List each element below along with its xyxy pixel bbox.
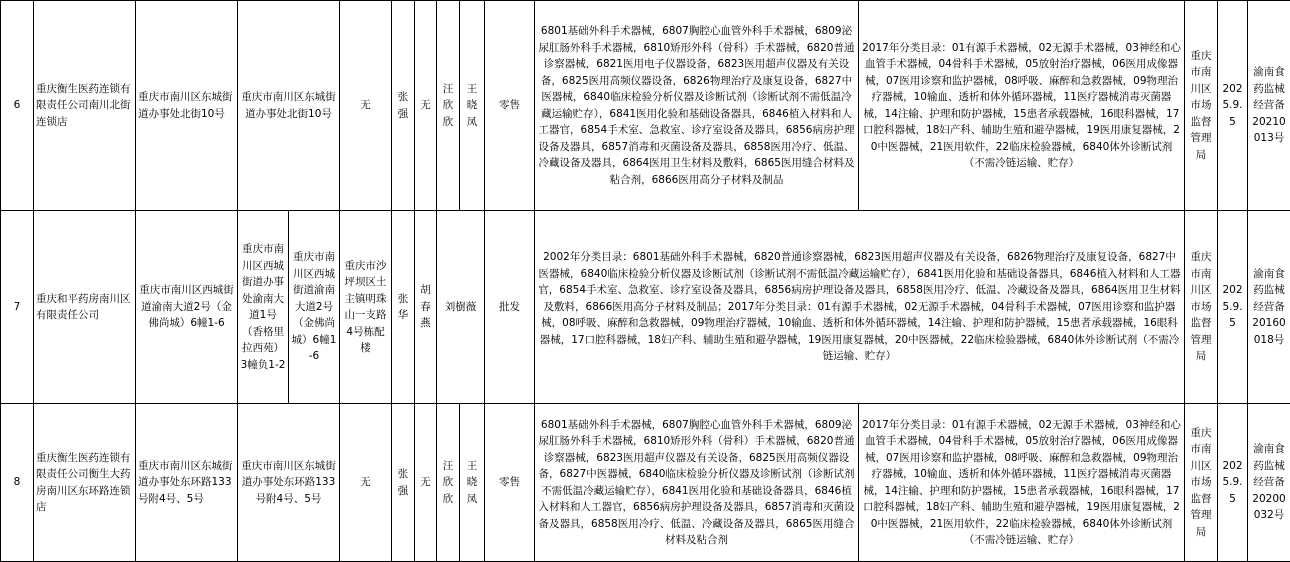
scope-2002-cell: 6801基础外科手术器械，6807胸腔心血管外科手术器械，6809泌尿肛肠外科手术器械，6810矫形外科（骨科）手术器械，6820普通诊察器械，6823医用超声仪器及有关设备，6825医用高频仪器设备，6827中医器械，6840临床检验分析仪器及诊断试剂（诊断试剂不需低温冷藏运输贮存），6841医用化验和基础设备器具，6846植入材料和人工器官，6856病房护理设备及器具，6857消毒和灭菌设备及器具，6858医用冷疗、低温、冷藏设备及器具，6865医用缝合材料及粘合剂 (535, 404, 859, 562)
scope-2017-cell: 2017年分类目录：01有源手术器械，02无源手术器械，03神经和心血管手术器械，04骨科手术器械，05放射治疗器械，06医用成像器械，07医用诊察和监护器械，08呼吸、麻醉和急救器械，09物理治疗器械，10输血、透析和体外循环器械，11医疗器械消毒灭菌器械，14注输、护理和防护器械，15患者承载器械，16眼科器械，17口腔科器械，18妇产科、辅助生殖和避孕器械，19医用康复器械，20中医器械，21医用软件，22临床检验器械，6840体外诊断试剂（不需冷链运输、贮存） (859, 1, 1185, 211)
company-head-cell: 胡春燕 (415, 211, 437, 404)
authority-cell: 重庆市南川区市场监督管理局 (1185, 1, 1218, 211)
date-cell: 2025.9.5 (1218, 404, 1248, 562)
business-mode-cell: 零售 (485, 404, 535, 562)
warehouse-cell: 无 (340, 1, 392, 211)
quality-head-cell: 汪欣欣 (437, 1, 460, 211)
premises-cell: 重庆市南川区东城街道办事处东环路133号附4号、5号 (238, 404, 340, 562)
scope-2017-cell: 2017年分类目录：01有源手术器械，02无源手术器械，03神经和心血管手术器械，04骨科手术器械，05放射治疗器械，06医用成像器械，07医用诊察和监护器械，08呼吸、麻醉和急救器械，09物理治疗器械，10输血、透析和体外循环器械，11医疗器械消毒灭菌器械，14注输、护理和防护器械，15患者承载器械，16眼科器械，17口腔科器械，18妇产科、辅助生殖和避孕器械，19医用康复器械，20中医器械，21医用软件，22临床检验器械，6840体外诊断试剂（不需冷链运输、贮存） (859, 404, 1185, 562)
table-row (1, 404, 1290, 562)
table-row (1, 211, 1290, 404)
premises-cell: 重庆市南川区东城街道办事处北街10号 (238, 1, 340, 211)
date-cell: 2025.9.5 (1218, 211, 1248, 404)
address-cell: 重庆市南川区东城街道办事处北街10号 (136, 1, 238, 211)
legal-rep-cell: 张强 (392, 404, 415, 562)
quality-head-cell: 刘樹薇 (437, 211, 485, 404)
company-name-cell: 重庆和平药房南川区有限责任公司 (34, 211, 136, 404)
record-no-cell: 渝南食药监械经营备20210013号 (1248, 1, 1290, 211)
legal-rep-cell: 张华 (392, 211, 415, 404)
scope-2002-cell: 6801基础外科手术器械，6807胸腔心血管外科手术器械，6809泌尿肛肠外科手术器械，6810矫形外科（骨科）手术器械，6820普通诊察器械，6821医用电子仪器设备，6823医用超声仪器及有关设备，6825医用高频仪器设备，6826物理治疗及康复设备，6827中医器械，6840临床检验分析仪器及诊断试剂（诊断试剂不需低温冷藏运输贮存），6841医用化验和基础设备器具，6846植入材料和人工器官，6854手术室、急救室、诊疗室设备及器具，6856病房护理设备及器具，6857消毒和灭菌设备及器具，6858医用冷疗、低温、冷藏设备及器具，6864医用卫生材料及敷料，6865医用缝合材料及粘合剂，6866医用高分子材料及制品 (535, 1, 859, 211)
extra-person-cell: 王晓凤 (460, 404, 485, 562)
address-cell: 重庆市南川区东城街道办事处东环路133号附4号、5号 (136, 404, 238, 562)
table-row (1, 1, 1290, 211)
premises-cell-a: 重庆市南川区西城街道办事处渝南大道1号（香格里拉西苑）3幢负1-2 (238, 211, 289, 404)
scope-cell: 2002年分类目录：6801基础外科手术器械，6820普通诊察器械，6823医用超声仪器及有关设备，6826物理治疗及康复设备，6827中医器械，6840临床检验分析仪器及诊断试剂（诊断试剂不需低温冷藏运输贮存），6841医用化验和基础设备器具，6846植入材料和人工器官，6854手术室、急救室、诊疗室设备及器具，6856病房护理设备及器具，6858医用冷疗、低温、冷藏设备及器具，6864医用卫生材料及敷料，6866医用高分子材料及制品；2017年分类目录：01有源手术器械，02无源手术器械，04骨科手术器械，07医用诊察和监护器械，08呼吸、麻醉和急救器械，09物理治疗器械，10输血、透析和体外循环器械，14注输、护理和防护器械，15患者承载器械，16眼科器械，17口腔科器械，18妇产科、辅助生殖和避孕器械，19医用康复器械，20中医器械，22临床检验器械，6840体外诊断试剂（不需冷链运输、贮存） (535, 211, 1185, 404)
company-name-cell: 重庆衡生医药连锁有限责任公司南川北街连锁店 (34, 1, 136, 211)
record-no-cell: 渝南食药监械经营备20160018号 (1248, 211, 1290, 404)
warehouse-cell: 无 (340, 404, 392, 562)
seq-cell: 6 (1, 1, 34, 211)
company-head-cell: 无 (415, 1, 437, 211)
address-cell: 重庆市南川区西城街道渝南大道2号（金佛尚城）6幢1-6 (136, 211, 238, 404)
authority-cell: 重庆市南川区市场监督管理局 (1185, 211, 1218, 404)
business-mode-cell: 批发 (485, 211, 535, 404)
seq-cell: 7 (1, 211, 34, 404)
record-no-cell: 渝南食药监械经营备20200032号 (1248, 404, 1290, 562)
premises-cell-b: 重庆市南川区西城街道渝南大道2号（金佛尚城）6幢1-6 (289, 211, 340, 404)
quality-head-cell: 汪欣欣 (437, 404, 460, 562)
business-mode-cell: 零售 (485, 1, 535, 211)
company-head-cell: 无 (415, 404, 437, 562)
authority-cell: 重庆市南川区市场监督管理局 (1185, 404, 1218, 562)
seq-cell: 8 (1, 404, 34, 562)
warehouse-cell: 重庆市沙坪坝区土主镇明珠山一支路4号栋配楼 (340, 211, 392, 404)
date-cell: 2025.9.5 (1218, 1, 1248, 211)
company-name-cell: 重庆衡生医药连锁有限责任公司衡生大药房南川区东环路连锁店 (34, 404, 136, 562)
legal-rep-cell: 张强 (392, 1, 415, 211)
extra-person-cell: 王晓凤 (460, 1, 485, 211)
